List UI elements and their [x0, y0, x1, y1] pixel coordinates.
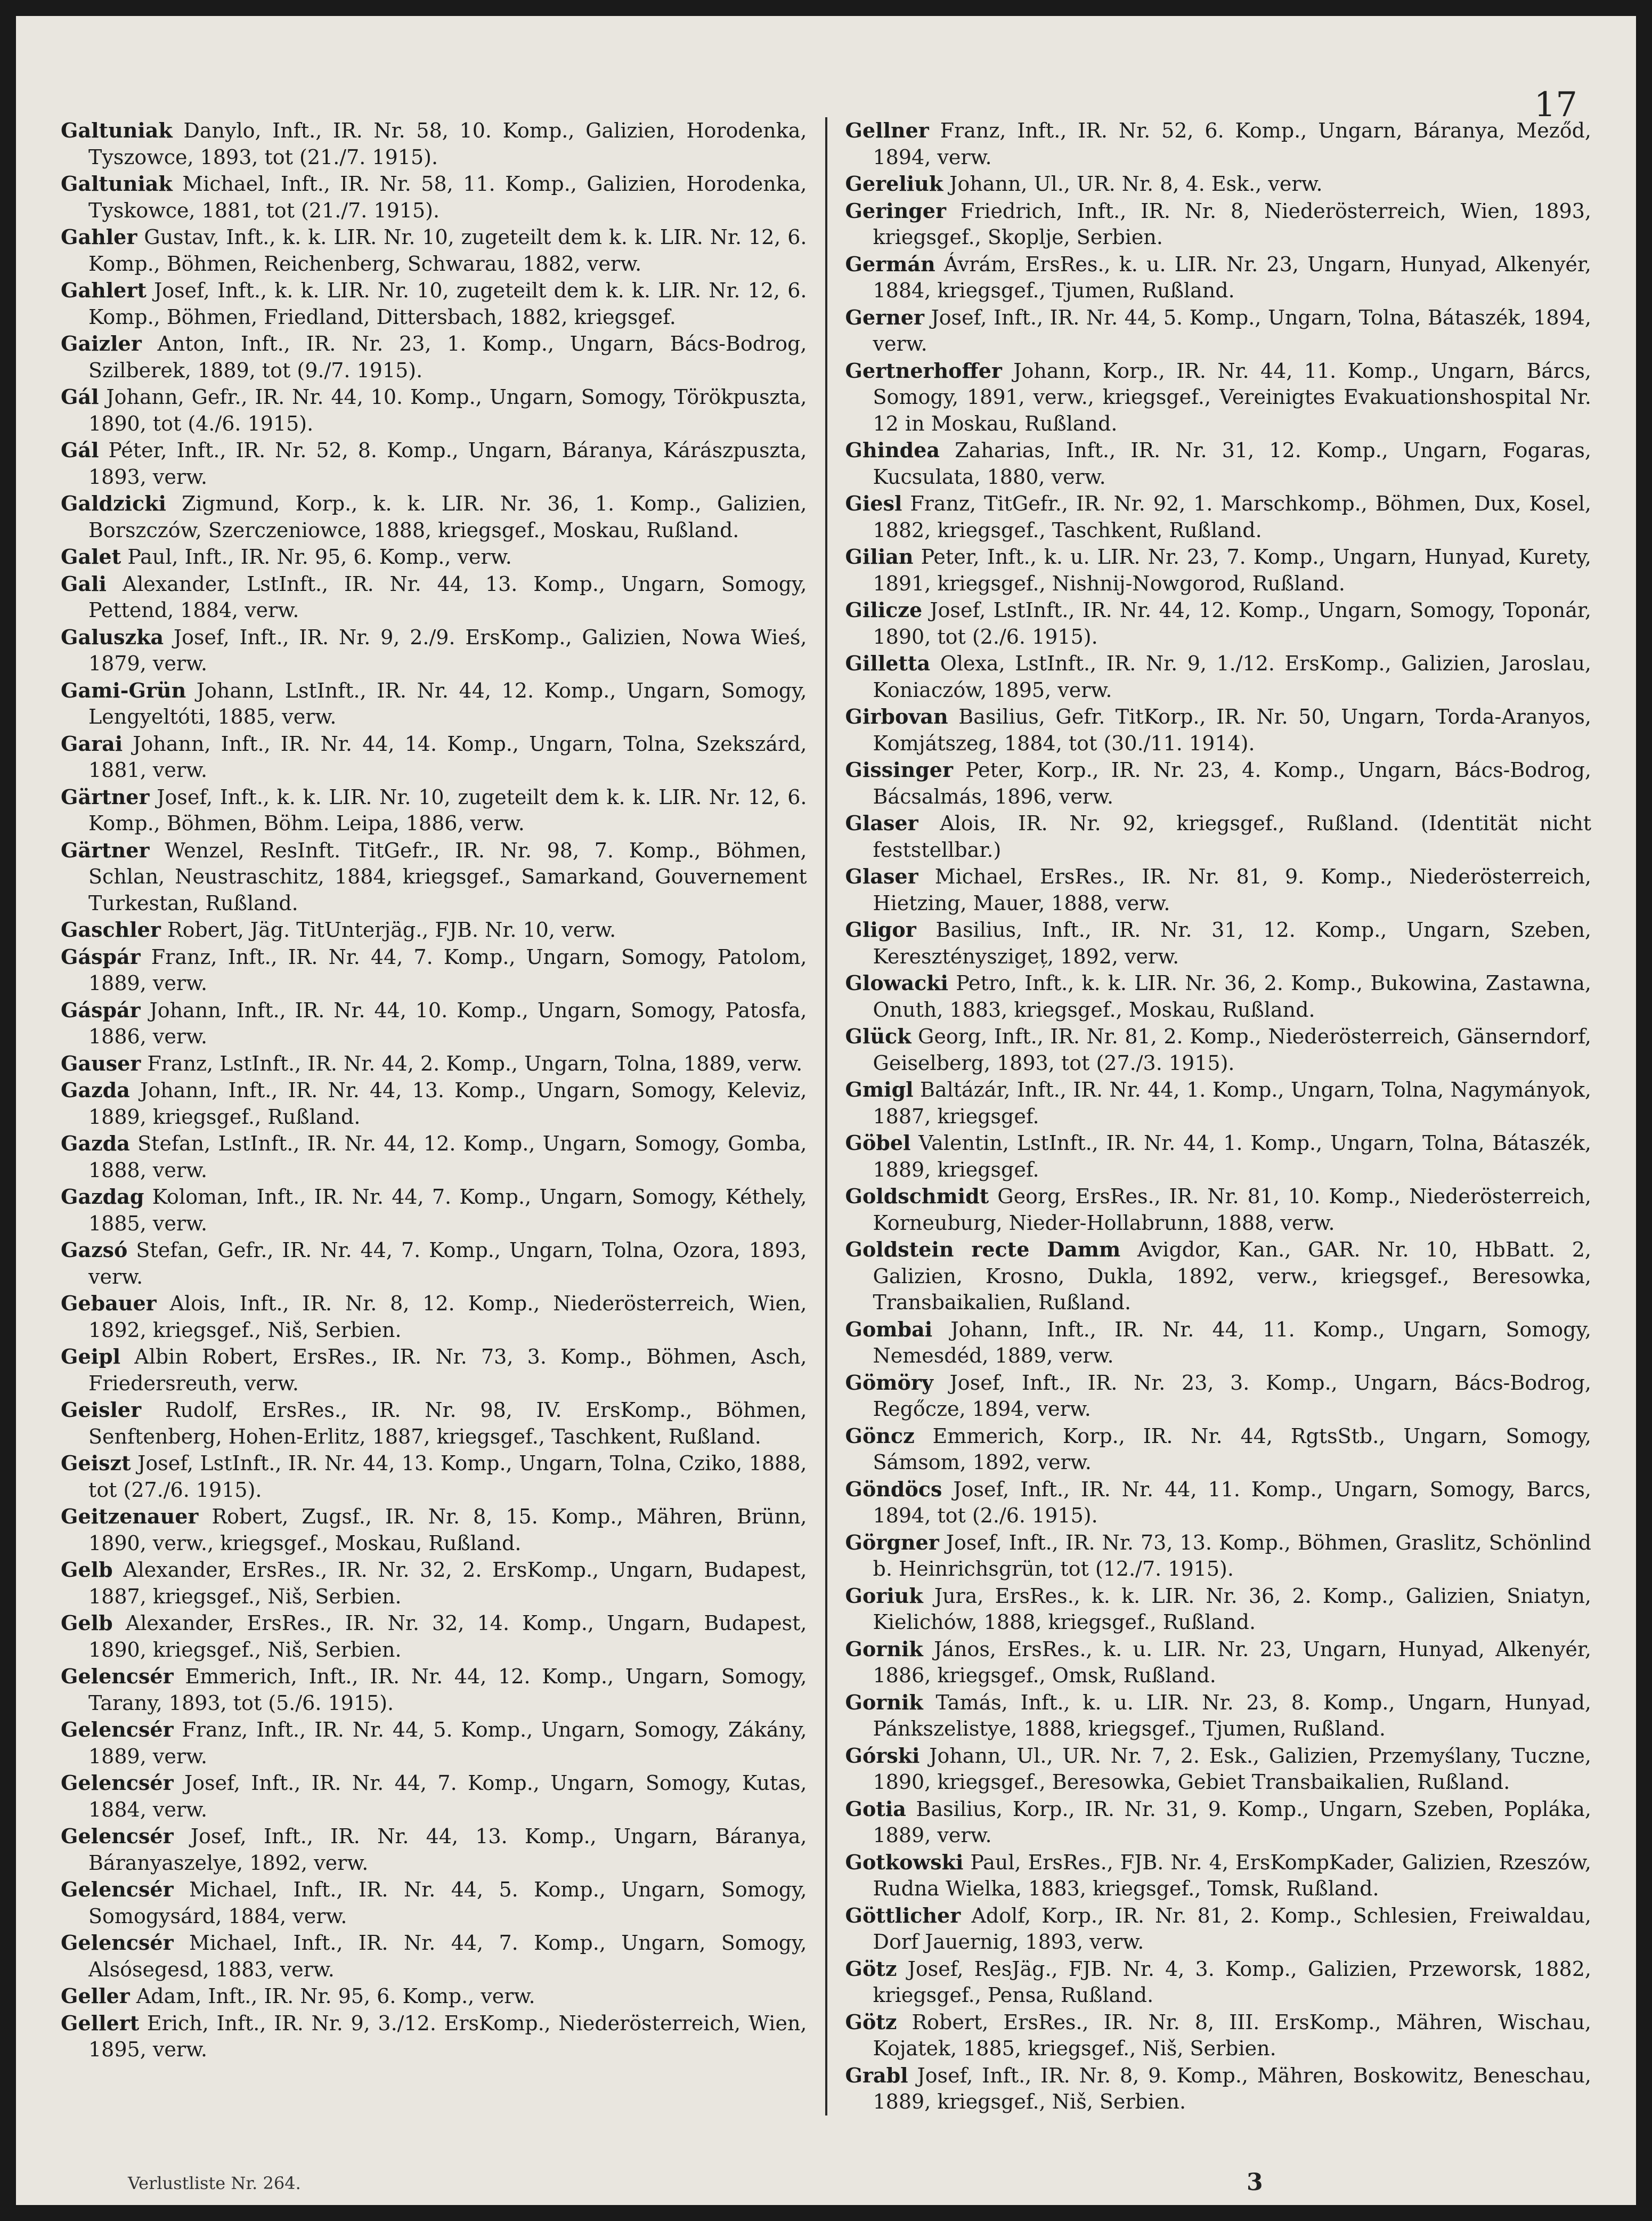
casualty-entry — [845, 251, 1592, 304]
entry-surname: Gotkowski — [845, 1850, 964, 1874]
entry-details: Stefan, Gefr., IR. Nr. 44, 7. Komp., Ungarn, Tolna, Ozora, 1893, verw. — [88, 1238, 807, 1288]
entry-details: Alois, IR. Nr. 92, kriegsgef., Rußland. (Identität nicht feststellbar.) — [873, 812, 1591, 862]
entry-surname: Gellner — [845, 118, 929, 142]
page-number: 17 — [1534, 85, 1577, 125]
entry-details: Danylo, Inft., IR. Nr. 58, 10. Komp., Galizien, Horodenka, Tyszowce, 1893, tot (21./7. 1915). — [88, 119, 807, 169]
entry-surname: Gelencsér — [61, 1717, 174, 1741]
entry-details: Alois, Inft., IR. Nr. 8, 12. Komp., Niederösterreich, Wien, 1892, kriegsgef., Niš, Serbien. — [88, 1292, 807, 1342]
entry-surname: Goldschmidt — [845, 1184, 989, 1208]
entry-surname: Gazda — [61, 1131, 130, 1155]
casualty-entry — [845, 1849, 1592, 1902]
casualty-entry — [61, 1184, 807, 1237]
entry-surname: Gauser — [61, 1051, 141, 1075]
entry-surname: Ghindea — [845, 438, 940, 462]
casualty-entry — [845, 917, 1592, 970]
entry-surname: Gilletta — [845, 651, 931, 675]
entry-surname: Geller — [61, 1984, 130, 2008]
casualty-entry — [845, 1636, 1592, 1689]
casualty-entry — [845, 1902, 1592, 1956]
entry-details: Johann, LstInft., IR. Nr. 44, 12. Komp., Ungarn, Somogy, Lengyeltóti, 1885, verw. — [88, 678, 807, 728]
casualty-entry — [61, 624, 807, 677]
entry-surname: Gál — [61, 385, 99, 409]
entry-details: Josef, Inft., IR. Nr. 23, 3. Komp., Ungarn, Bács-Bodrog, Regőcze, 1894, verw. — [873, 1371, 1591, 1421]
entry-details: Robert, ErsRes., IR. Nr. 8, III. ErsKomp., Mähren, Wischau, Kojatek, 1885, kriegsgef., Niš, Serbien. — [873, 2010, 1591, 2060]
entry-surname: Gelencsér — [61, 1664, 174, 1688]
casualty-entry — [845, 1423, 1592, 1476]
entry-details: Adolf, Korp., IR. Nr. 81, 2. Komp., Schlesien, Freiwaldau, Dorf Jauernig, 1893, verw. — [873, 1903, 1591, 1953]
entry-details: Emmerich, Inft., IR. Nr. 44, 12. Komp., Ungarn, Somogy, Tarany, 1893, tot (5./6. 1915). — [88, 1665, 807, 1715]
casualty-entry — [845, 810, 1592, 863]
entry-details: Erich, Inft., IR. Nr. 9, 3./12. ErsKomp., Niederösterreich, Wien, 1895, verw. — [88, 2011, 807, 2061]
entry-details: Johann, Korp., IR. Nr. 44, 11. Komp., Ungarn, Bárcs, Somogy, 1891, verw., kriegsgef., Vereinigtes Evakuationshospital Nr. 12 in Moskau, Rußland. — [873, 359, 1591, 435]
casualty-entry — [61, 1610, 807, 1663]
casualty-entry — [845, 1023, 1592, 1076]
entry-details: Tamás, Inft., k. u. LIR. Nr. 23, 8. Komp., Ungarn, Hunyad, Pánkszelistye, 1888, kriegsgef., Tjumen, Rußland. — [873, 1690, 1591, 1740]
casualty-entry — [61, 437, 807, 490]
entry-details: Josef, Inft., IR. Nr. 73, 13. Komp., Böhmen, Graslitz, Schönlind b. Heinrichsgrün, tot (12./7. 1915). — [873, 1530, 1591, 1580]
casualty-entry — [845, 650, 1592, 703]
casualty-entry — [61, 1290, 807, 1343]
entry-surname: Gáspár — [61, 944, 141, 969]
entry-surname: Gaschler — [61, 918, 161, 942]
entry-details: Albin Robert, ErsRes., IR. Nr. 73, 3. Komp., Böhmen, Asch, Friedersreuth, verw. — [88, 1345, 807, 1395]
entry-details: Johann, Inft., IR. Nr. 44, 13. Komp., Ungarn, Somogy, Keleviz, 1889, kriegsgef., Rußland. — [88, 1079, 807, 1129]
entry-surname: Gertnerhoffer — [845, 358, 1002, 383]
entry-details: Paul, ErsRes., FJB. Nr. 4, ErsKompKader, Galizien, Rzeszów, Rudna Wielka, 1883, kriegsgef., Tomsk, Rußland. — [873, 1850, 1591, 1900]
casualty-entry — [845, 1742, 1592, 1796]
entry-details: Peter, Inft., k. u. LIR. Nr. 23, 7. Komp., Ungarn, Hunyad, Kurety, 1891, kriegsgef., Nishnij-Nowgorod, Rußland. — [873, 545, 1591, 595]
entry-surname: Galdzicki — [61, 491, 166, 515]
entry-surname: Galuszka — [61, 625, 164, 649]
casualty-entry — [61, 571, 807, 624]
entry-details: Johann, Inft., IR. Nr. 44, 10. Komp., Ungarn, Somogy, Patosfa, 1886, verw. — [88, 998, 807, 1048]
entry-surname: Götz — [845, 1956, 897, 1981]
casualty-entry — [61, 1050, 807, 1077]
entry-details: Basilius, Korp., IR. Nr. 31, 9. Komp., Ungarn, Szeben, Popláka, 1889, verw. — [873, 1797, 1591, 1847]
entry-surname: Gelencsér — [61, 1877, 174, 1901]
casualty-entry — [845, 544, 1592, 597]
entry-details: Petro, Inft., k. k. LIR. Nr. 36, 2. Komp., Bukowina, Zastawna, Onuth, 1883, kriegsgef., Moskau, Rußland. — [873, 971, 1591, 1022]
entry-surname: Galtuniak — [61, 118, 173, 142]
entry-surname: Girbovan — [845, 704, 948, 728]
casualty-entry — [61, 224, 807, 277]
casualty-entry — [845, 970, 1592, 1023]
entry-surname: Gärtner — [61, 838, 150, 862]
entry-surname: Geipl — [61, 1344, 121, 1368]
entry-details: Paul, Inft., IR. Nr. 95, 6. Komp., verw. — [121, 545, 512, 569]
casualty-entry — [845, 1130, 1592, 1183]
casualty-entry — [61, 544, 807, 571]
entry-surname: Gellert — [61, 2011, 140, 2035]
casualty-entry — [61, 1770, 807, 1823]
entry-surname: Geitzenauer — [61, 1504, 199, 1528]
entry-details: Franz, TitGefr., IR. Nr. 92, 1. Marschkomp., Böhmen, Dux, Kosel, 1882, kriegsgef., Taschkent, Rußland. — [873, 492, 1591, 542]
entry-surname: Galtuniak — [61, 172, 173, 196]
entry-details: Valentin, LstInft., IR. Nr. 44, 1. Komp., Ungarn, Tolna, Bátaszék, 1889, kriegsgef. — [873, 1131, 1591, 1181]
entry-surname: Gali — [61, 571, 107, 596]
entry-surname: Gebauer — [61, 1291, 157, 1315]
casualty-entry — [61, 997, 807, 1050]
casualty-entry — [61, 1397, 807, 1450]
casualty-entry — [61, 944, 807, 997]
entry-surname: Gelencsér — [61, 1931, 174, 1955]
entry-details: Johann, Ul., UR. Nr. 8, 4. Esk., verw. — [943, 172, 1323, 196]
entry-surname: Gelencsér — [61, 1771, 174, 1795]
entry-details: Stefan, LstInft., IR. Nr. 44, 12. Komp., Ungarn, Somogy, Gomba, 1888, verw. — [88, 1132, 807, 1182]
entry-surname: Gál — [61, 438, 99, 462]
casualty-entry — [845, 358, 1592, 437]
entry-details: Johann, Ul., UR. Nr. 7, 2. Esk., Galizien, Przemyślany, Tuczne, 1890, kriegsgef., Beresowka, Gebiet Transbaikalien, Rußland. — [873, 1744, 1591, 1794]
entry-surname: Göndöcs — [845, 1477, 942, 1501]
casualty-entry — [61, 917, 807, 944]
casualty-entry — [61, 490, 807, 544]
right-column — [825, 117, 1610, 2115]
entry-details: Péter, Inft., IR. Nr. 52, 8. Komp., Ungarn, Báranya, Kárászpuszta, 1893, verw. — [88, 439, 807, 489]
casualty-entry — [61, 1343, 807, 1397]
casualty-entry — [61, 1557, 807, 1610]
entry-details: Peter, Korp., IR. Nr. 23, 4. Komp., Ungarn, Bács-Bodrog, Bácsalmás, 1896, verw. — [873, 758, 1591, 808]
entry-surname: Goriuk — [845, 1583, 923, 1608]
entry-details: Josef, Inft., IR. Nr. 44, 13. Komp., Ungarn, Báranya, Báranyaszelye, 1892, verw. — [88, 1825, 807, 1875]
entry-details: Georg, ErsRes., IR. Nr. 81, 10. Komp., Niederösterreich, Korneuburg, Nieder-Hollabrunn, 1888, verw. — [873, 1185, 1591, 1235]
casualty-entry — [61, 677, 807, 731]
casualty-entry — [61, 731, 807, 784]
entry-details: Zaharias, Inft., IR. Nr. 31, 12. Komp., Ungarn, Fogaras, Kucsulata, 1880, verw. — [873, 439, 1591, 489]
entry-details: Josef, Inft., IR. Nr. 9, 2./9. ErsKomp., Galizien, Nowa Wieś, 1879, verw. — [88, 625, 807, 675]
casualty-entry — [845, 1583, 1592, 1636]
casualty-entry — [845, 304, 1592, 358]
entry-details: Basilius, Inft., IR. Nr. 31, 12. Komp., Ungarn, Szeben, Keresztényszigeț, 1892, verw. — [873, 918, 1591, 968]
entry-surname: Geringer — [845, 198, 946, 223]
entry-surname: Göbel — [845, 1131, 911, 1155]
entry-surname: Górski — [845, 1743, 920, 1768]
footer-signature-mark: 3 — [1247, 2169, 1263, 2196]
entry-surname: Gerner — [845, 305, 924, 329]
entry-details: Franz, Inft., IR. Nr. 52, 6. Komp., Ungarn, Báranya, Meződ, 1894, verw. — [873, 119, 1591, 169]
entry-surname: Gazdag — [61, 1185, 144, 1209]
casualty-entry — [845, 1183, 1592, 1236]
casualty-entry — [61, 784, 807, 837]
entry-surname: Glaser — [845, 811, 918, 835]
entry-surname: Gáspár — [61, 998, 141, 1022]
casualty-entry — [845, 1076, 1592, 1130]
entry-surname: Gissinger — [845, 758, 954, 782]
casualty-entry — [61, 1077, 807, 1130]
casualty-entry — [845, 1956, 1592, 2009]
entry-surname: Gornik — [845, 1636, 923, 1661]
entry-details: János, ErsRes., k. u. LIR. Nr. 23, Ungarn, Hunyad, Alkenyér, 1886, kriegsgef., Omsk, Rußland. — [873, 1637, 1591, 1687]
entry-details: Baltázár, Inft., IR. Nr. 44, 1. Komp., Ungarn, Tolna, Nagymányok, 1887, kriegsgef. — [873, 1078, 1591, 1128]
casualty-entry — [61, 837, 807, 917]
casualty-entry — [845, 1689, 1592, 1742]
entry-details: Olexa, LstInft., IR. Nr. 9, 1./12. ErsKomp., Galizien, Jaroslau, Koniaczów, 1895, verw. — [873, 652, 1591, 702]
casualty-entry — [845, 863, 1592, 917]
entry-details: Robert, Zugsf., IR. Nr. 8, 15. Komp., Mähren, Brünn, 1890, verw., kriegsgef., Moskau, Rußland. — [88, 1505, 807, 1555]
entry-details: Michael, Inft., IR. Nr. 44, 5. Komp., Ungarn, Somogy, Somogysárd, 1884, verw. — [88, 1878, 807, 1928]
entry-details: Josef, ResJäg., FJB. Nr. 4, 3. Komp., Galizien, Przeworsk, 1882, kriegsgef., Pensa, Rußland. — [873, 1957, 1591, 2007]
entry-surname: Gereliuk — [845, 172, 943, 196]
casualty-entry — [61, 2010, 807, 2063]
entry-surname: Glaser — [845, 864, 918, 888]
casualty-entry — [61, 1450, 807, 1503]
entry-surname: Gömöry — [845, 1370, 933, 1395]
footer-list-number: Verlustliste Nr. 264. — [128, 2173, 301, 2193]
entry-details: Friedrich, Inft., IR. Nr. 8, Niederösterreich, Wien, 1893, kriegsgef., Skoplje, Serbien. — [873, 199, 1591, 249]
entry-surname: Glowacki — [845, 971, 948, 995]
casualty-entry — [61, 117, 807, 171]
entry-surname: Gornik — [845, 1690, 923, 1714]
entry-surname: Gmigl — [845, 1077, 914, 1101]
entry-surname: Galet — [61, 545, 121, 569]
entry-details: Josef, Inft., IR. Nr. 44, 11. Komp., Ungarn, Somogy, Barcs, 1894, tot (2./6. 1915). — [873, 1477, 1591, 1527]
casualty-entry — [61, 1237, 807, 1290]
casualty-entry — [845, 1369, 1592, 1423]
entry-details: Jura, ErsRes., k. k. LIR. Nr. 36, 2. Komp., Galizien, Sniatyn, Kielichów, 1888, kriegsgef., Rußland. — [873, 1584, 1591, 1634]
entry-columns — [43, 117, 1609, 2115]
entry-details: Rudolf, ErsRes., IR. Nr. 98, IV. ErsKomp., Böhmen, Senftenberg, Hohen-Erlitz, 1887, kriegsgef., Taschkent, Rußland. — [88, 1398, 807, 1448]
casualty-entry — [845, 437, 1592, 490]
entry-details: Josef, Inft., k. k. LIR. Nr. 10, zugeteilt dem k. k. LIR. Nr. 12, 6. Komp., Böhmen, Böhm. Leipa, 1886, verw. — [88, 785, 807, 835]
entry-surname: Geisler — [61, 1398, 142, 1422]
casualty-entry — [61, 1930, 807, 1983]
entry-details: Avigdor, Kan., GAR. Nr. 10, HbBatt. 2, Galizien, Krosno, Dukla, 1892, verw., kriegsgef., Beresowka, Transbaikalien, Rußland. — [873, 1238, 1591, 1314]
entry-details: Franz, Inft., IR. Nr. 44, 5. Komp., Ungarn, Somogy, Zákány, 1889, verw. — [88, 1718, 807, 1768]
casualty-entry — [845, 1236, 1592, 1316]
entry-details: Franz, Inft., IR. Nr. 44, 7. Komp., Ungarn, Somogy, Patolom, 1889, verw. — [88, 945, 807, 995]
casualty-entry — [61, 1503, 807, 1557]
casualty-entry — [61, 1716, 807, 1770]
entry-surname: Gombai — [845, 1317, 933, 1341]
casualty-entry — [845, 2009, 1592, 2062]
casualty-entry — [61, 330, 807, 384]
entry-details: Alexander, ErsRes., IR. Nr. 32, 14. Komp., Ungarn, Budapest, 1890, kriegsgef., Niš, Serbien. — [88, 1611, 807, 1661]
entry-surname: Gilicze — [845, 598, 923, 622]
entry-surname: Görgner — [845, 1530, 939, 1554]
entry-details: Anton, Inft., IR. Nr. 23, 1. Komp., Ungarn, Bács-Bodrog, Szilberek, 1889, tot (9./7. 1915). — [88, 332, 807, 382]
entry-details: Koloman, Inft., IR. Nr. 44, 7. Komp., Ungarn, Somogy, Kéthely, 1885, verw. — [88, 1185, 807, 1235]
entry-surname: Germán — [845, 252, 935, 276]
entry-surname: Gaizler — [61, 331, 142, 355]
casualty-entry — [845, 1476, 1592, 1529]
casualty-entry — [845, 1529, 1592, 1583]
entry-details: Josef, Inft., IR. Nr. 8, 9. Komp., Mähren, Boskowitz, Beneschau, 1889, kriegsgef., Niš, Serbien. — [873, 2063, 1591, 2113]
entry-surname: Garai — [61, 731, 123, 756]
entry-details: Robert, Jäg. TitUnterjäg., FJB. Nr. 10, verw. — [160, 918, 616, 942]
entry-details: Zigmund, Korp., k. k. LIR. Nr. 36, 1. Komp., Galizien, Borszczów, Szerczeniowce, 1888, kriegsgef., Moskau, Rußland. — [88, 492, 807, 542]
casualty-entry — [845, 2062, 1592, 2115]
casualty-entry — [61, 1823, 807, 1876]
entry-details: Franz, LstInft., IR. Nr. 44, 2. Komp., Ungarn, Tolna, 1889, verw. — [141, 1051, 803, 1075]
entry-details: Michael, Inft., IR. Nr. 58, 11. Komp., Galizien, Horodenka, Tyskowce, 1881, tot (21./7. 1915). — [88, 172, 807, 222]
entry-surname: Geiszt — [61, 1451, 131, 1475]
entry-surname: Gelencsér — [61, 1824, 174, 1848]
casualty-entry — [845, 117, 1592, 171]
entry-details: Josef, Inft., IR. Nr. 44, 5. Komp., Ungarn, Tolna, Bátaszék, 1894, verw. — [873, 305, 1591, 355]
casualty-entry — [845, 703, 1592, 757]
entry-details: Gustav, Inft., k. k. LIR. Nr. 10, zugeteilt dem k. k. LIR. Nr. 12, 6. Komp., Böhmen, Reichenberg, Schwarau, 1882, verw. — [88, 225, 807, 275]
entry-details: Adam, Inft., IR. Nr. 95, 6. Komp., verw. — [129, 1984, 535, 2008]
casualty-entry — [845, 597, 1592, 650]
casualty-entry — [845, 198, 1592, 251]
entry-details: Ávrám, ErsRes., k. u. LIR. Nr. 23, Ungarn, Hunyad, Alkenyér, 1884, kriegsgef., Tjumen, Rußland. — [873, 252, 1591, 302]
entry-details: Josef, LstInft., IR. Nr. 44, 13. Komp., Ungarn, Tolna, Cziko, 1888, tot (27./6. 1915). — [88, 1452, 807, 1502]
casualty-entry — [61, 384, 807, 437]
entry-surname: Gahlert — [61, 278, 147, 302]
entry-details: Johann, Inft., IR. Nr. 44, 14. Komp., Ungarn, Tolna, Szekszárd, 1881, verw. — [88, 732, 807, 782]
entry-surname: Glück — [845, 1024, 912, 1048]
entry-details: Michael, ErsRes., IR. Nr. 81, 9. Komp., Niederösterreich, Hietzing, Mauer, 1888, verw. — [873, 865, 1591, 915]
entry-details: Basilius, Gefr. TitKorp., IR. Nr. 50, Ungarn, Torda-Aranyos, Komjátszeg, 1884, tot (30./11. 1914). — [873, 705, 1591, 755]
entry-details: Emmerich, Korp., IR. Nr. 44, RgtsStb., Ungarn, Somogy, Sámsom, 1892, verw. — [873, 1424, 1591, 1474]
entry-surname: Gelb — [61, 1611, 113, 1635]
entry-details: Wenzel, ResInft. TitGefr., IR. Nr. 98, 7. Komp., Böhmen, Schlan, Neustraschitz, 1884, kriegsgef., Samarkand, Gouvernement Turkestan, Rußland. — [88, 838, 807, 915]
casualty-entry — [845, 1796, 1592, 1849]
casualty-entry — [61, 171, 807, 224]
entry-surname: Gahler — [61, 225, 137, 249]
casualty-entry — [61, 277, 807, 330]
document-page — [16, 16, 1636, 2205]
entry-surname: Götz — [845, 2009, 897, 2034]
entry-surname: Goldstein recte Damm — [845, 1237, 1121, 1261]
entry-surname: Göncz — [845, 1423, 915, 1448]
casualty-entry — [61, 1130, 807, 1184]
entry-details: Josef, Inft., k. k. LIR. Nr. 10, zugeteilt dem k. k. LIR. Nr. 12, 6. Komp., Böhmen, Friedland, Dittersbach, 1882, kriegsgef. — [88, 279, 807, 329]
entry-surname: Gilian — [845, 545, 914, 569]
entry-details: Alexander, LstInft., IR. Nr. 44, 13. Komp., Ungarn, Somogy, Pettend, 1884, verw. — [88, 572, 807, 622]
entry-details: Josef, Inft., IR. Nr. 44, 7. Komp., Ungarn, Somogy, Kutas, 1884, verw. — [88, 1771, 807, 1821]
entry-details: Johann, Gefr., IR. Nr. 44, 10. Komp., Ungarn, Somogy, Törökpuszta, 1890, tot (4./6. 1915). — [88, 385, 807, 435]
entry-surname: Gazda — [61, 1078, 130, 1102]
entry-surname: Gazsó — [61, 1238, 128, 1262]
casualty-entry — [61, 1663, 807, 1716]
casualty-entry — [61, 1876, 807, 1930]
entry-surname: Gelb — [61, 1558, 113, 1582]
casualty-entry — [61, 1983, 807, 2010]
entry-details: Josef, LstInft., IR. Nr. 44, 12. Komp., Ungarn, Somogy, Toponár, 1890, tot (2./6. 1915). — [873, 598, 1591, 649]
entry-surname: Göttlicher — [845, 1903, 961, 1927]
entry-details: Johann, Inft., IR. Nr. 44, 11. Komp., Ungarn, Somogy, Nemesdéd, 1889, verw. — [873, 1317, 1591, 1367]
entry-details: Alexander, ErsRes., IR. Nr. 32, 2. ErsKomp., Ungarn, Budapest, 1887, kriegsgef., Niš, Serbien. — [88, 1558, 807, 1608]
casualty-entry — [845, 171, 1592, 198]
entry-surname: Gotia — [845, 1796, 906, 1821]
entry-surname: Grabl — [845, 2063, 908, 2087]
casualty-entry — [845, 757, 1592, 810]
entry-details: Michael, Inft., IR. Nr. 44, 7. Komp., Ungarn, Somogy, Alsósegesd, 1883, verw. — [88, 1931, 807, 1981]
entry-surname: Gärtner — [61, 784, 150, 809]
entry-details: Georg, Inft., IR. Nr. 81, 2. Komp., Niederösterreich, Gänserndorf, Geiselberg, 1893, tot (27./3. 1915). — [873, 1025, 1591, 1075]
left-column — [43, 117, 825, 2115]
entry-surname: Giesl — [845, 491, 902, 515]
casualty-entry — [845, 490, 1592, 544]
casualty-entry — [845, 1316, 1592, 1369]
entry-surname: Gami-Grün — [61, 678, 186, 702]
entry-surname: Gligor — [845, 918, 916, 942]
